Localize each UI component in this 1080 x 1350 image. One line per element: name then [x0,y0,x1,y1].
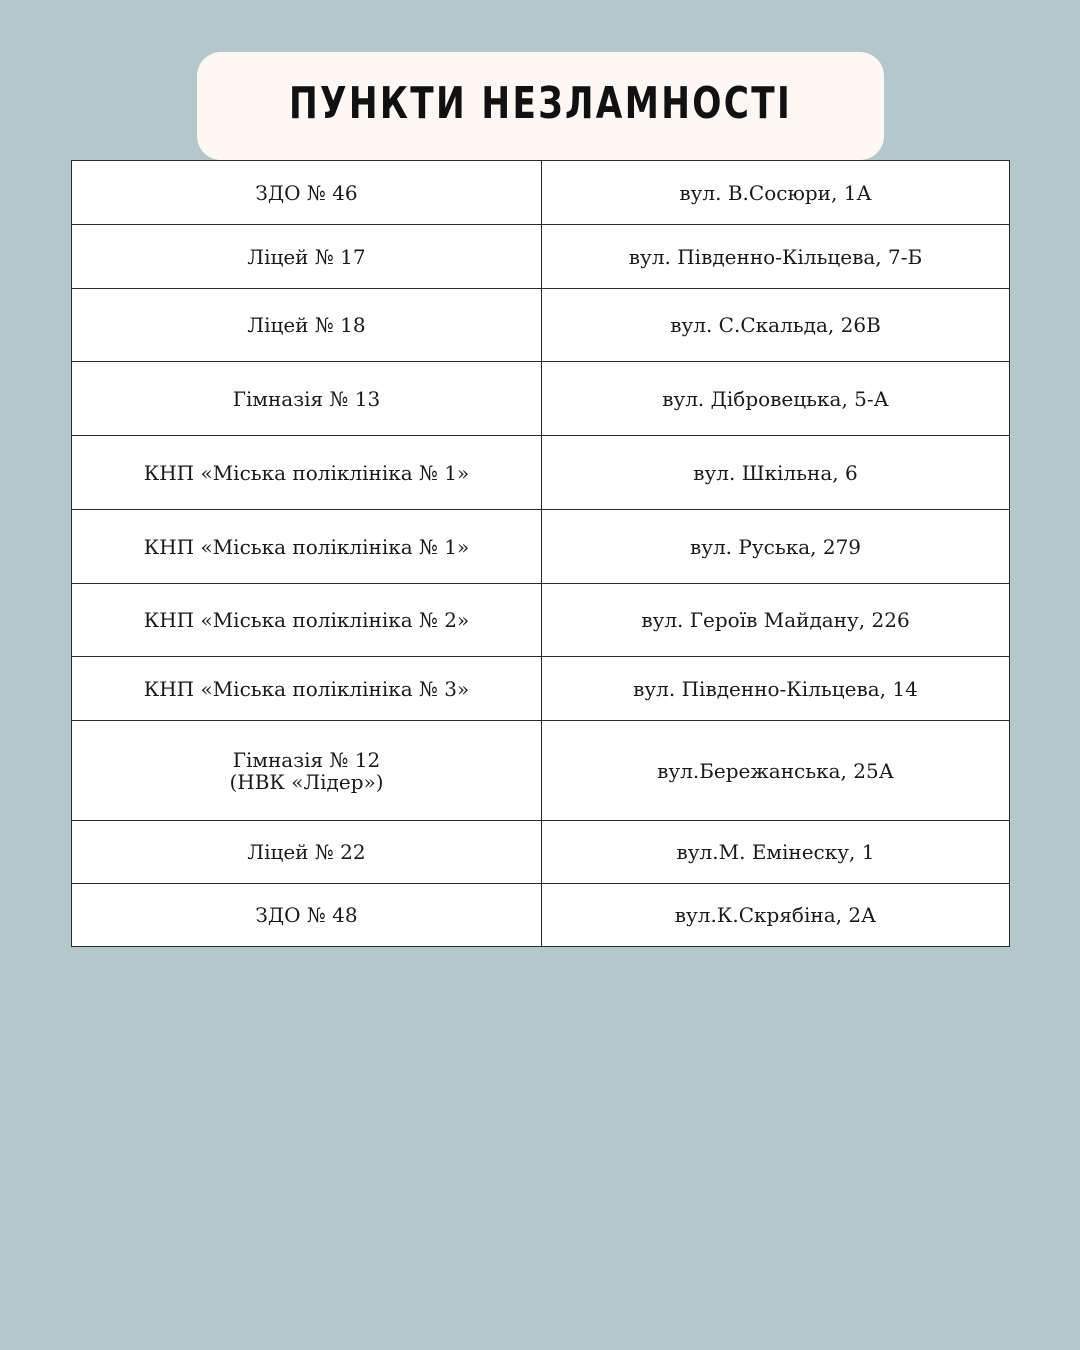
address-cell: вул.М. Емінеску, 1 [542,821,1010,884]
institution-name-cell: Ліцей № 18 [72,289,542,362]
institution-name-cell: КНП «Міська поліклініка № 3» [72,657,542,721]
page-title: ПУНКТИ НЕЗЛАМНОСТІ [288,77,793,129]
institution-name-cell: Ліцей № 17 [72,225,542,289]
resilience-points-table [71,160,1010,947]
table-body [72,161,1010,947]
table-row [72,721,1010,821]
institution-name-cell: КНП «Міська поліклініка № 2» [72,584,542,657]
address-cell: вул. С.Скальда, 26В [542,289,1010,362]
table-row [72,161,1010,225]
table-row [72,821,1010,884]
table-row [72,510,1010,584]
table-row [72,884,1010,947]
address-cell: вул.Бережанська, 25А [542,721,1010,821]
table-row [72,436,1010,510]
address-cell: вул. Шкільна, 6 [542,436,1010,510]
table-row [72,584,1010,657]
address-cell: вул. Південно-Кільцева, 7-Б [542,225,1010,289]
table-row [72,657,1010,721]
address-cell: вул. Героїв Майдану, 226 [542,584,1010,657]
institution-name-cell: ЗДО № 46 [72,161,542,225]
address-cell: вул. Південно-Кільцева, 14 [542,657,1010,721]
institution-name-cell: КНП «Міська поліклініка № 1» [72,510,542,584]
institution-name-cell: Ліцей № 22 [72,821,542,884]
address-cell: вул. В.Сосюри, 1А [542,161,1010,225]
institution-name-cell: ЗДО № 48 [72,884,542,947]
institution-name-cell: Гімназія № 12 (НВК «Лідер») [72,721,542,821]
title-card [197,52,884,160]
address-cell: вул. Руська, 279 [542,510,1010,584]
address-cell: вул.К.Скрябіна, 2А [542,884,1010,947]
institution-name-cell: КНП «Міська поліклініка № 1» [72,436,542,510]
table-row [72,362,1010,436]
table-row [72,289,1010,362]
institution-name-cell: Гімназія № 13 [72,362,542,436]
table-row [72,225,1010,289]
address-cell: вул. Дібровецька, 5-А [542,362,1010,436]
